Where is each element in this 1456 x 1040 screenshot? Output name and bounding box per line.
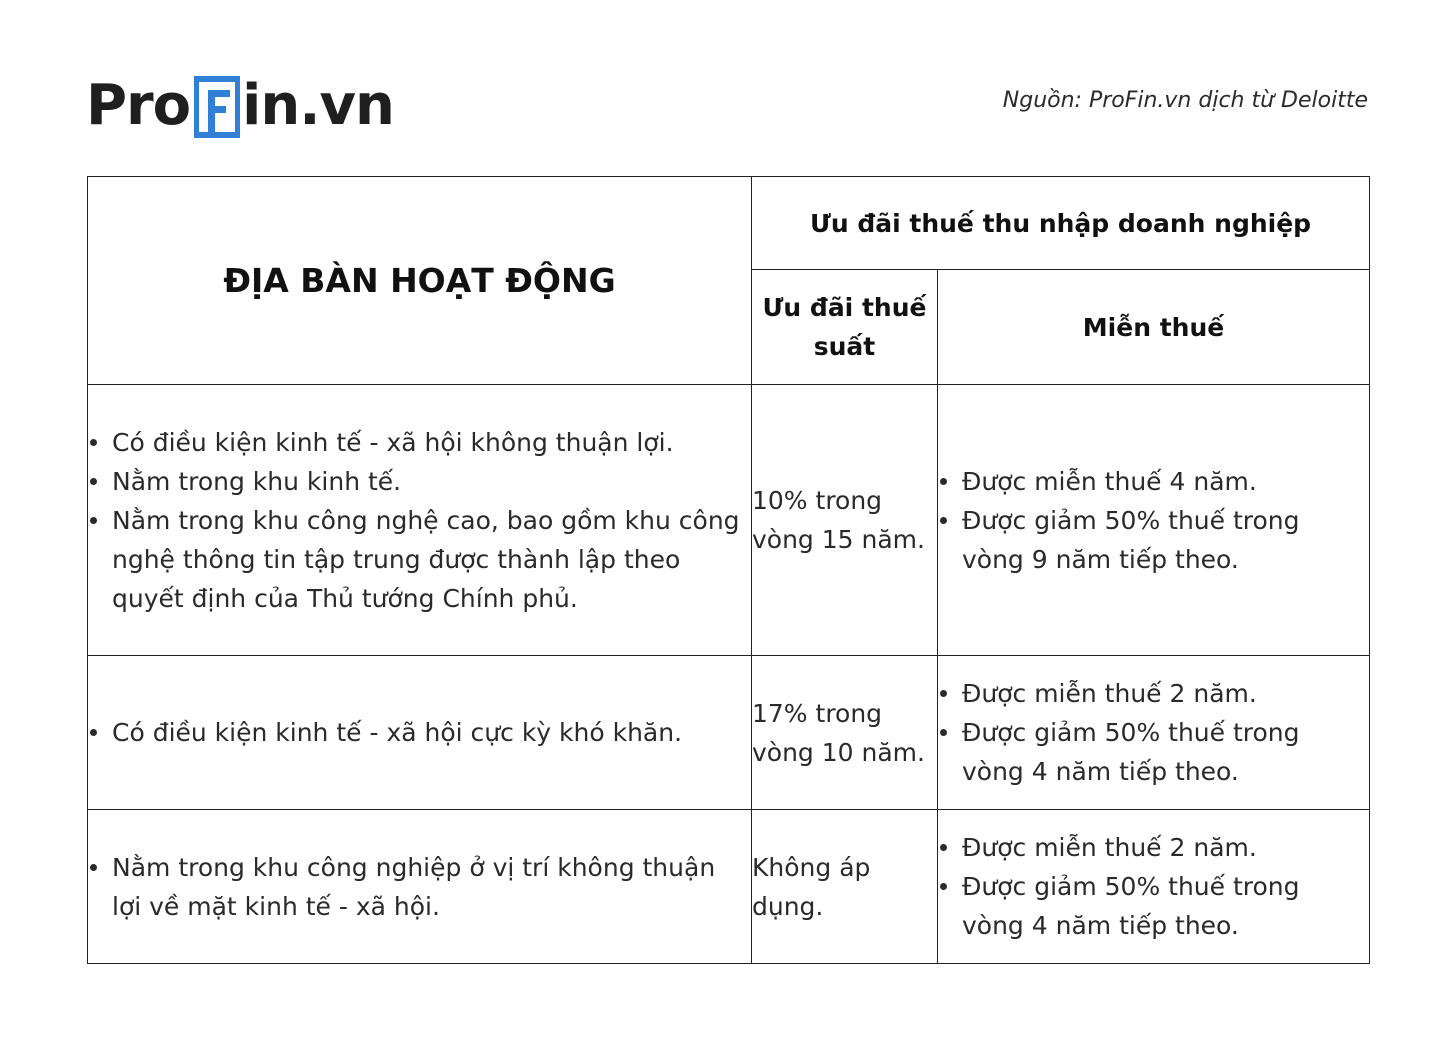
exemption-list <box>938 462 1369 579</box>
list-item: Nằm trong khu công nghiệp ở vị trí không thuận lợi về mặt kinh tế - xã hội. <box>88 848 751 926</box>
rate-cell: 10% trong vòng 15 năm. <box>752 385 938 656</box>
exemption-cell <box>938 810 1370 964</box>
table-header-row-1 <box>88 177 1370 270</box>
exemption-list <box>938 674 1369 791</box>
area-list <box>88 848 751 926</box>
source-note: Nguồn: ProFin.vn dịch từ Deloitte <box>1002 88 1368 113</box>
rate-cell: 17% trong vòng 10 năm. <box>752 656 938 810</box>
list-item: Có điều kiện kinh tế - xã hội cực kỳ khó khăn. <box>88 713 751 752</box>
header-exemption: Miễn thuế <box>938 270 1370 385</box>
table-row <box>88 656 1370 810</box>
list-item: Được giảm 50% thuế trong vòng 4 năm tiếp theo. <box>938 713 1369 791</box>
exemption-list <box>938 828 1369 945</box>
logo-text-in-vn: in.vn <box>242 72 394 138</box>
header-rate-incentive: Ưu đãi thuế suất <box>752 270 938 385</box>
tax-incentive-table <box>87 176 1370 964</box>
exemption-cell <box>938 656 1370 810</box>
table-row <box>88 810 1370 964</box>
area-cell <box>88 385 752 656</box>
table-row <box>88 385 1370 656</box>
exemption-cell <box>938 385 1370 656</box>
list-item: Được miễn thuế 2 năm. <box>938 828 1369 867</box>
profin-logo <box>86 72 394 138</box>
list-item: Được giảm 50% thuế trong vòng 4 năm tiếp theo. <box>938 867 1369 945</box>
area-list <box>88 423 751 618</box>
list-item: Nằm trong khu công nghệ cao, bao gồm khu công nghệ thông tin tập trung được thành lập theo quyết định của Thủ tướng Chính phủ. <box>88 501 751 618</box>
list-item: Có điều kiện kinh tế - xã hội không thuận lợi. <box>88 423 751 462</box>
logo-f-mark-icon <box>194 76 240 138</box>
list-item: Được miễn thuế 2 năm. <box>938 674 1369 713</box>
header-cit-incentive: Ưu đãi thuế thu nhập doanh nghiệp <box>752 177 1370 270</box>
area-cell <box>88 656 752 810</box>
header-area: ĐỊA BÀN HOẠT ĐỘNG <box>88 177 752 385</box>
list-item: Được giảm 50% thuế trong vòng 9 năm tiếp theo. <box>938 501 1369 579</box>
rate-cell: Không áp dụng. <box>752 810 938 964</box>
logo-text-pro: Pro <box>86 72 191 138</box>
area-cell <box>88 810 752 964</box>
list-item: Được miễn thuế 4 năm. <box>938 462 1369 501</box>
list-item: Nằm trong khu kinh tế. <box>88 462 751 501</box>
area-list <box>88 713 751 752</box>
